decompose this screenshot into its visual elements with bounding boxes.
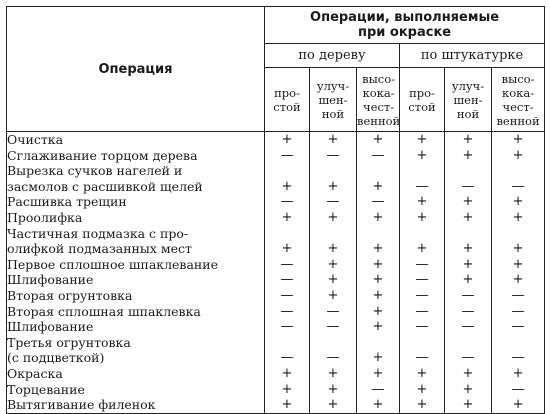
- mark-cell: +: [357, 272, 400, 288]
- mark-cell: +: [400, 397, 445, 413]
- mark-cell: +: [310, 397, 357, 413]
- column-header-kind-1: [310, 68, 357, 132]
- mark-cell: —: [265, 148, 310, 164]
- mark-cell: —: [492, 382, 545, 398]
- mark-cell: —: [310, 148, 357, 164]
- operation-name-line: Вырезка сучков нагелей и: [7, 163, 183, 179]
- mark-cell: —: [310, 194, 357, 210]
- operation-name: [7, 163, 265, 194]
- mark-cell: —: [400, 257, 445, 273]
- mark-cell: —: [445, 163, 492, 194]
- mark-cell: +: [265, 210, 310, 226]
- column-header-operation: Операция: [7, 7, 265, 132]
- table-row: [7, 210, 545, 226]
- operation-name-line: Шлифование: [7, 272, 94, 288]
- operation-name-line: Вытягивание филенок: [7, 397, 156, 413]
- mark-cell: —: [310, 304, 357, 320]
- mark-cell: +: [445, 272, 492, 288]
- operation-name: [7, 226, 265, 257]
- table-row: [7, 148, 545, 164]
- table-row: [7, 304, 545, 320]
- mark-cell: +: [445, 382, 492, 398]
- mark-cell: +: [310, 382, 357, 398]
- mark-cell: —: [492, 319, 545, 335]
- mark-cell: +: [445, 210, 492, 226]
- mark-cell: +: [492, 210, 545, 226]
- mark-cell: +: [400, 148, 445, 164]
- mark-cell: +: [310, 226, 357, 257]
- mark-cell: +: [357, 210, 400, 226]
- table-row: [7, 397, 545, 413]
- mark-cell: —: [310, 319, 357, 335]
- operation-name-line: Первое сплошное шпаклевание: [7, 256, 218, 272]
- mark-cell: —: [445, 335, 492, 366]
- operation-name-line: Частичная подмазка с про-: [7, 225, 189, 241]
- mark-cell: —: [492, 288, 545, 304]
- operation-name-line: засмолов с расшивкой щелей: [7, 178, 203, 194]
- operation-name: [7, 194, 265, 210]
- mark-cell: —: [265, 257, 310, 273]
- mark-cell: +: [492, 226, 545, 257]
- mark-cell: +: [492, 194, 545, 210]
- mark-cell: +: [265, 397, 310, 413]
- mark-cell: +: [492, 366, 545, 382]
- mark-cell: —: [400, 319, 445, 335]
- mark-cell: +: [265, 226, 310, 257]
- mark-cell: +: [310, 210, 357, 226]
- mark-cell: +: [357, 163, 400, 194]
- operation-name-line: (с подцветкой): [7, 350, 105, 366]
- operation-name: [7, 132, 265, 148]
- mark-cell: —: [357, 194, 400, 210]
- mark-cell: +: [310, 132, 357, 148]
- mark-cell: +: [265, 163, 310, 194]
- table-row: [7, 257, 545, 273]
- mark-cell: +: [492, 132, 545, 148]
- mark-cell: +: [445, 257, 492, 273]
- mark-cell: —: [400, 288, 445, 304]
- mark-cell: +: [310, 272, 357, 288]
- operation-name-line: Шлифование: [7, 319, 94, 335]
- mark-cell: +: [492, 257, 545, 273]
- mark-cell: —: [357, 382, 400, 398]
- mark-cell: —: [400, 304, 445, 320]
- table-row: [7, 335, 545, 366]
- operation-name: [7, 272, 265, 288]
- column-header-kind-2: [357, 68, 400, 132]
- column-header-plaster: по штукатурке: [400, 44, 545, 68]
- mark-cell: +: [445, 397, 492, 413]
- kind-label: высо- кока- чест- венной: [357, 71, 401, 128]
- table-row: [7, 194, 545, 210]
- mark-cell: +: [400, 210, 445, 226]
- mark-cell: +: [445, 226, 492, 257]
- operation-name-line: Окраска: [7, 365, 63, 381]
- group-title: Операции, выполняемые при окраске: [310, 10, 500, 40]
- table-row: [7, 163, 545, 194]
- operation-name-line: Проолифка: [7, 209, 83, 225]
- mark-cell: —: [400, 335, 445, 366]
- table-row: [7, 288, 545, 304]
- table-row: [7, 366, 545, 382]
- mark-cell: +: [357, 366, 400, 382]
- mark-cell: —: [265, 319, 310, 335]
- mark-cell: +: [310, 163, 357, 194]
- mark-cell: +: [357, 397, 400, 413]
- operation-name: [7, 382, 265, 398]
- mark-cell: —: [492, 163, 545, 194]
- column-header-kind-5: [492, 68, 545, 132]
- mark-cell: —: [445, 319, 492, 335]
- kind-label: улуч- шен- ной: [316, 78, 350, 121]
- operation-name: [7, 366, 265, 382]
- mark-cell: +: [445, 148, 492, 164]
- operation-name-line: Вторая сплошная шпаклевка: [7, 303, 201, 319]
- mark-cell: —: [445, 304, 492, 320]
- kind-label: про- стой: [408, 85, 436, 114]
- mark-cell: +: [400, 382, 445, 398]
- operation-name: [7, 304, 265, 320]
- mark-cell: —: [265, 288, 310, 304]
- operation-name: [7, 257, 265, 273]
- table-row: [7, 226, 545, 257]
- operation-name: [7, 335, 265, 366]
- operation-name: [7, 319, 265, 335]
- table-row: [7, 272, 545, 288]
- operation-name-line: Третья огрунтовка: [7, 334, 131, 350]
- operation-name-line: Торцевание: [7, 381, 85, 397]
- operation-name-line: Вторая огрунтовка: [7, 287, 133, 303]
- mark-cell: —: [265, 194, 310, 210]
- mark-cell: —: [400, 272, 445, 288]
- operation-name-line: Очистка: [7, 132, 64, 147]
- mark-cell: —: [445, 288, 492, 304]
- mark-cell: +: [310, 366, 357, 382]
- operation-name: [7, 210, 265, 226]
- table-row: [7, 319, 545, 335]
- mark-cell: +: [357, 304, 400, 320]
- mark-cell: +: [357, 288, 400, 304]
- mark-cell: +: [310, 257, 357, 273]
- mark-cell: +: [400, 366, 445, 382]
- mark-cell: —: [265, 272, 310, 288]
- mark-cell: +: [357, 335, 400, 366]
- mark-cell: —: [357, 148, 400, 164]
- operation-name: [7, 288, 265, 304]
- mark-cell: +: [357, 132, 400, 148]
- mark-cell: +: [400, 194, 445, 210]
- mark-cell: +: [492, 397, 545, 413]
- mark-cell: +: [445, 366, 492, 382]
- column-header-kind-4: [445, 68, 492, 132]
- operation-name-line: Сглаживание торцом дерева: [7, 147, 198, 163]
- mark-cell: +: [400, 132, 445, 148]
- mark-cell: +: [310, 288, 357, 304]
- mark-cell: +: [445, 132, 492, 148]
- kind-label: высо- кока- чест- венной: [496, 71, 540, 128]
- operations-table: [6, 6, 545, 414]
- mark-cell: —: [265, 335, 310, 366]
- mark-cell: +: [357, 319, 400, 335]
- column-header-kind-3: [400, 68, 445, 132]
- kind-label: улуч- шен- ной: [451, 78, 485, 121]
- mark-cell: +: [357, 226, 400, 257]
- mark-cell: +: [265, 132, 310, 148]
- operation-name: [7, 148, 265, 164]
- operation-name-line: Расшивка трещин: [7, 194, 127, 210]
- mark-cell: —: [492, 304, 545, 320]
- mark-cell: +: [492, 272, 545, 288]
- column-header-group: [265, 7, 545, 44]
- kind-label: про- стой: [273, 85, 301, 114]
- column-header-kind-0: [265, 68, 310, 132]
- mark-cell: —: [265, 304, 310, 320]
- mark-cell: +: [357, 257, 400, 273]
- column-header-wood: по дереву: [265, 44, 400, 68]
- mark-cell: +: [445, 194, 492, 210]
- mark-cell: —: [492, 335, 545, 366]
- operation-name-line: олифкой подмазанных мест: [7, 241, 192, 257]
- table-row: [7, 382, 545, 398]
- mark-cell: +: [400, 226, 445, 257]
- mark-cell: +: [265, 382, 310, 398]
- operation-name: [7, 397, 265, 413]
- mark-cell: +: [265, 366, 310, 382]
- mark-cell: +: [492, 148, 545, 164]
- table-row: [7, 132, 545, 148]
- mark-cell: —: [400, 163, 445, 194]
- mark-cell: —: [310, 335, 357, 366]
